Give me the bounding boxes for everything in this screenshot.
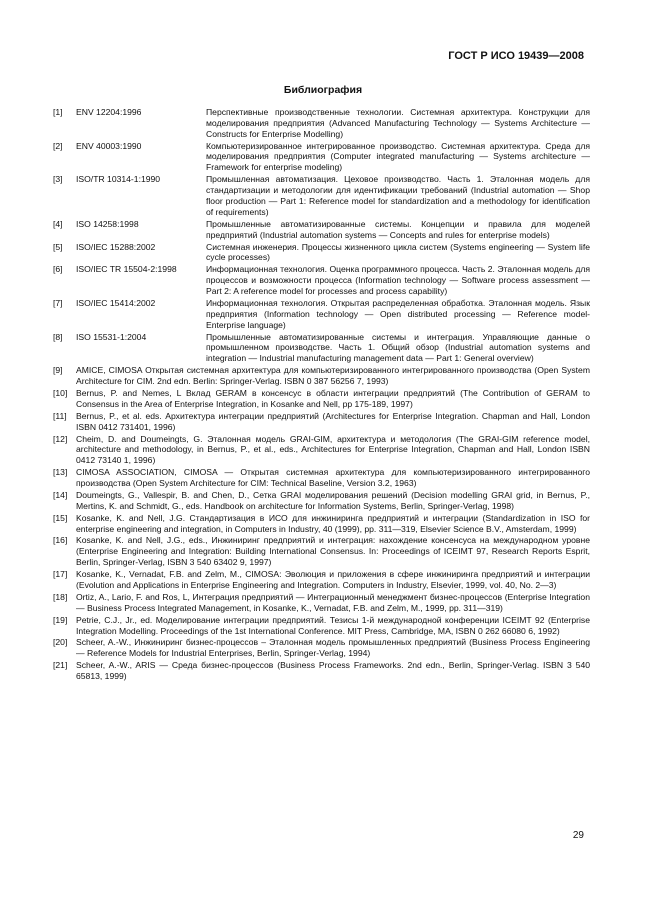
entry-number: [8] (53, 331, 63, 342)
bibliography-entry (53, 264, 590, 297)
entry-description: Системная инженерия. Процессы жизненного цикла систем (Systems engineering — System life cycle processes) (206, 241, 590, 263)
bibliography-entry (53, 660, 590, 682)
section-title: Библиография (283, 84, 363, 96)
standard-code: ISO 14258:1998 (76, 218, 139, 229)
page-number: 29 (572, 830, 584, 841)
bibliography-entry (53, 490, 590, 512)
entry-number: [3] (53, 174, 63, 185)
entry-description: Информационная технология. Открытая распределенная обработка. Эталонная модель. Язык предприятия (Information technology — Open distributed processing — Reference model-Enterprise language) (206, 297, 590, 330)
entry-text: CIMOSA ASSOCIATION, CIMOSA — Открытая системная архитектура для компьютеризированного интегрированного производства (Open System Architecture for CIM: Technical Baseline, Version 3.2, 1963) (76, 467, 590, 488)
entry-number: [10] (53, 387, 68, 398)
bibliography-entry (53, 569, 590, 591)
bibliography-list (53, 107, 590, 683)
entry-number: [11] (53, 410, 67, 421)
standard-code: ISO/IEC 15288:2002 (76, 241, 156, 252)
entry-text: Scheer, A.-W., ARIS — Среда бизнес-процессов (Business Process Frameworks. 2nd edn., Berlin, Springer-Verlag. ISBN 3 540 65813, 1999) (76, 660, 590, 682)
entry-number: [18] (53, 591, 68, 602)
entry-description: Компьютеризированное интегрированное производство. Системная архитектура. Среда для моделирования предприятия (Computer integrated manufacturing — Systems architecture — Framework for enterprise modeling) (206, 140, 590, 173)
entry-number: [17] (53, 569, 68, 580)
document-id: ГОСТ Р ИСО 19439—2008 (448, 50, 584, 62)
entry-number: [9] (53, 365, 63, 376)
entry-description: Промышленные автоматизированные системы. Концепции и правила для моделей предприятий (Industrial automation systems — Concepts and rules for enterprise models) (206, 218, 590, 240)
entry-text: Kosanke, K., Vernadat, F.B. and Zelm, M., CIMOSA: Эволюция и приложения в сфере инжиниринга предприятий и интеграции (Evolution and Applications in Enterprise Engineering and Integration. Computers in Industry, Elsevier, 1999, vol. 40, No. 2—3) (76, 569, 590, 590)
entry-number: [1] (53, 107, 63, 117)
entry-number: [6] (53, 264, 63, 275)
entry-number: [21] (53, 660, 68, 671)
bibliography-entry (53, 107, 590, 140)
entry-description: Промышленные автоматизированные системы и интеграция. Управляющие данные о промышленном производстве. Часть 1. Общий обзор (Industrial automation systems and integration — Industrial manufacturing management data — Part 1: General overview) (206, 331, 590, 364)
entry-number: [7] (53, 297, 63, 308)
bibliography-entry (53, 388, 590, 410)
entry-description: Перспективные производственные технологии. Системная архитектура. Конструкции для моделирования предприятия (Advanced Manufacturing Technology — Systems Architecture — Constructs for Enterprise Modelling) (206, 107, 590, 139)
bibliography-entry (53, 298, 590, 331)
entry-number: [20] (53, 637, 68, 648)
bibliography-entry (53, 535, 590, 568)
entry-text: Petrie, C.J., Jr., ed. Моделирование интеграции предприятий. Тезисы 1-й международной конференции ICEIMT 92 (Enterprise Integration Modelling. Proceedings of the 1st International Conference. MIT Press, Cambridge, MA, ISBN 0 262 66080 6, 1992) (76, 614, 590, 636)
entry-description: Промышленная автоматизация. Цеховое производство. Часть 1. Эталонная модель для стандартизации и методологии для идентификации требований (Industrial automation — Shop floor production — Part 1: Reference model for standardization and a methodology for identification of requirements) (206, 174, 590, 217)
bibliography-entry (53, 174, 590, 217)
bibliography-entry (53, 592, 590, 614)
entry-text: Bernus, P., et al. eds. Архитектура интеграции предприятий (Architectures for Enterprise Integration. Chapman and Hall, London ISBN 0412 731401, 1996) (76, 410, 590, 432)
bibliography-entry (53, 615, 590, 637)
entry-number: [13] (53, 467, 68, 478)
bibliography-entry (53, 365, 590, 387)
entry-text: Ortiz, A., Lario, F. and Ros, L, Интеграция предприятий — Интеграционный менеджмент бизнес-процессов (Enterprise Integration — Business Process Integrated Management, in Kosanke, K., Vernadat, F.B. and Zelm, M., 1999, pp. 311—319) (76, 591, 590, 613)
entry-text: Kosanke, K. and Nell, J.G., eds., Инжиниринг предприятий и интеграция: нахождение консенсуса на международном уровне (Enterprise Engineering and Integration: Building International Consensus. In: Proceedings of ICEIMT 97, Research Reports Esprit, Berlin, Springer-Verlag, ISBN 3 540 63402 9, 1997) (76, 535, 590, 568)
entry-number: [16] (53, 535, 68, 546)
entry-text: Bernus, P. and Nemes, L Вклад GERAM в консенсус в области интеграции предприятий (The Contribution of GERAM to Consensus in the Area of Enterprise Integration, in Kosanke and Nell, pp 175-189, 1997) (76, 387, 590, 409)
entry-description: Информационная технология. Оценка программного процесса. Часть 2. Эталонная модель для процессов и возможности процесса (Information technology — Software process assessment — Part 2: A reference model for processes and process capability) (206, 264, 590, 296)
entry-text: Scheer, A.-W., Инжиниринг бизнес-процессов – Эталонная модель промышленных предприятий (Business Process Engineering — Reference Models for Industrial Enterprises, Berlin, Springer-Verlag, 1994) (76, 637, 590, 659)
bibliography-entry (53, 141, 590, 174)
entry-number: [15] (53, 512, 68, 523)
bibliography-entry (53, 332, 590, 365)
entry-text: Doumeingts, G., Vallespir, B. and Chen, D., Сетка GRAI моделирования решений (Decision modelling GRAI grid, in Bernus, P., Mertins, K. and Schmidt, G., eds. Handbook on architecture for Information Systems, Berlin, Springer-Verlag, 1998) (76, 489, 590, 511)
standard-code: ENV 12204:1996 (76, 107, 142, 117)
entry-number: [4] (53, 218, 63, 229)
standard-code: ISO/IEC TR 15504-2:1998 (76, 264, 177, 275)
standard-code: ENV 40003:1990 (76, 140, 142, 151)
standard-code: ISO/IEC 15414:2002 (76, 297, 156, 308)
bibliography-entry (53, 411, 590, 433)
entry-number: [5] (53, 241, 63, 252)
standard-code: ISO/TR 10314-1:1990 (76, 174, 161, 185)
bibliography-entry (53, 467, 590, 489)
entry-number: [2] (53, 140, 63, 151)
standard-code: ISO 15531-1:2004 (76, 331, 147, 342)
bibliography-entry (53, 637, 590, 659)
bibliography-entry (53, 513, 590, 535)
bibliography-entry (53, 242, 590, 264)
entry-text: Cheim, D. and Doumeingts, G. Эталонная модель GRAI-GIM, архитектура и методология (The GRAI-GIM reference model, architecture and methodology, in Bernus, P., et al., eds., Architectures for Enterprise Integration, Chapman and Hall, London ISBN 0412 73140 1, 1996) (76, 433, 590, 466)
entry-number: [14] (53, 489, 68, 500)
entry-text: AMICE, CIMOSA Открытая системная архитектура для компьютеризированного интегрированного производства (Open System Architecture for CIM. 2nd edn. Berlin: Springer-Verlag. ISBN 0 387 56256 7, 1993) (76, 365, 590, 386)
entry-number: [12] (53, 433, 68, 444)
bibliography-entry (53, 219, 590, 241)
bibliography-entry (53, 434, 590, 467)
entry-text: Kosanke, K. and Nell, J.G. Стандартизация в ИСО для инжиниринга предприятий и интеграции (Standardization in ISO for enterprise engineering and integration, in Computers in Industry, 40 (1999), pp. 311—319, Elsevier Science B.V., Amsterdam, 1999) (76, 512, 590, 534)
entry-number: [19] (53, 614, 68, 625)
